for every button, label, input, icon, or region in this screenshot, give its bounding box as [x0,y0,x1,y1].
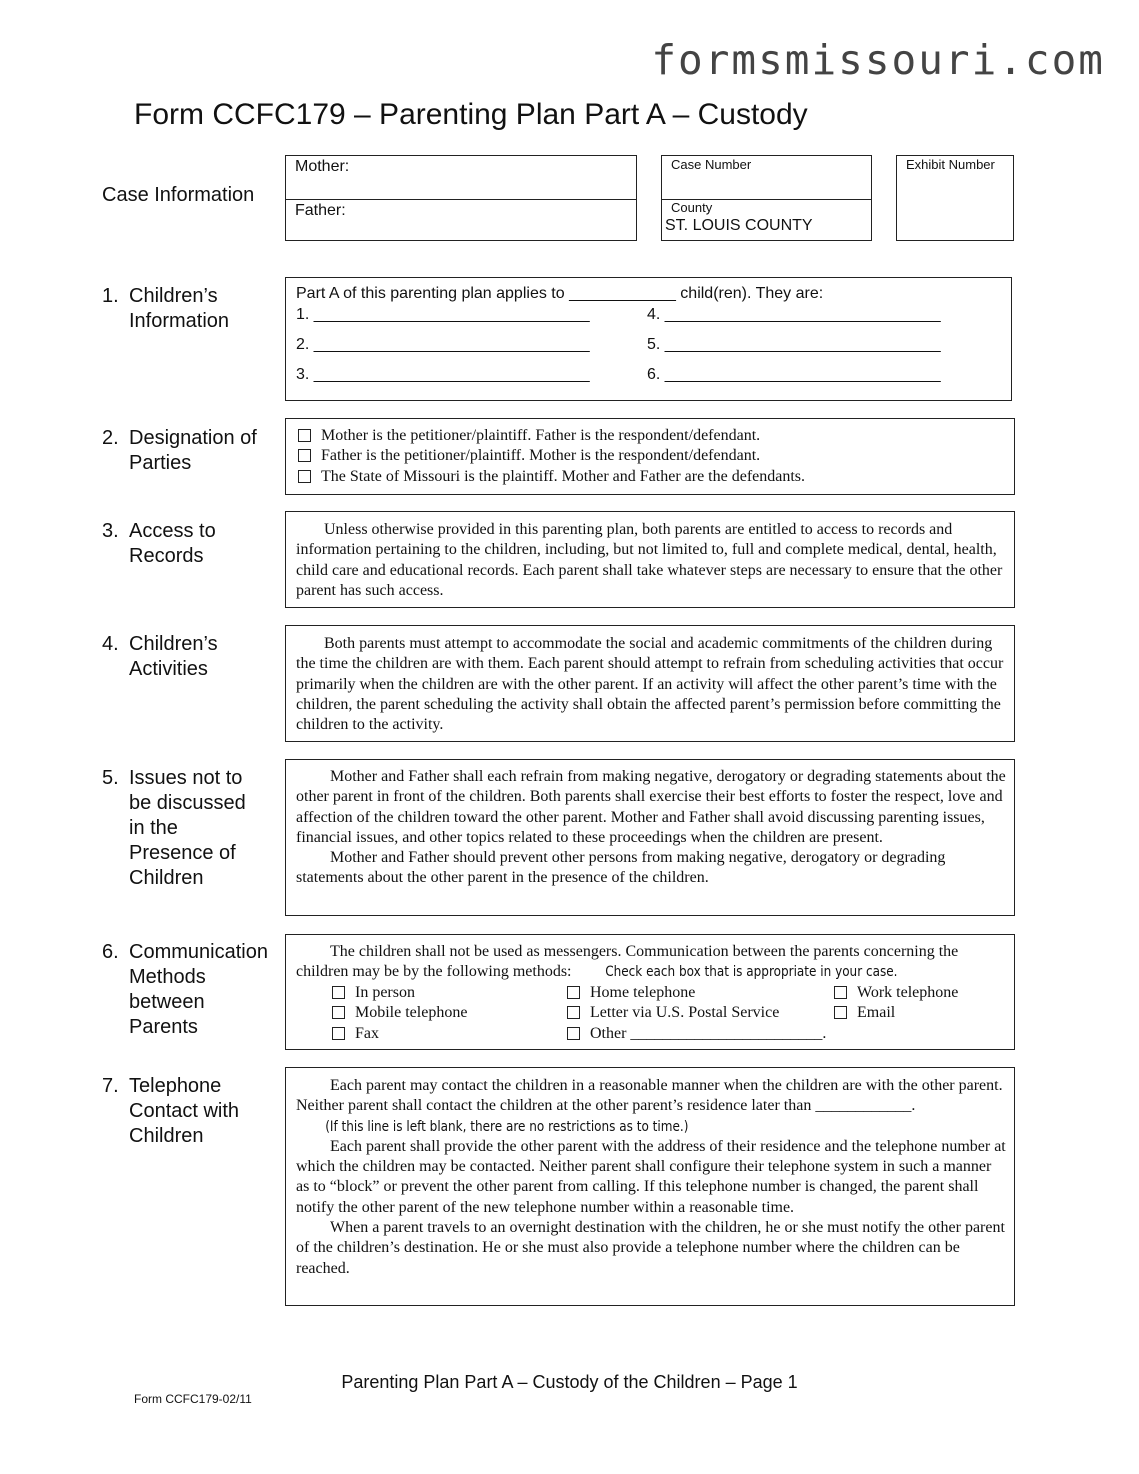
communication-note: Check each box that is appropriate in your case. [604,964,897,981]
section-1-label: 1. Children’s Information [102,285,230,332]
form-code: Form CCFC179-02/11 [134,1392,252,1406]
checkbox[interactable] [834,1006,847,1019]
communication-intro: The children shall not be used as messengers. Communication between the parents concerning the children may be by the following methods: Check each box that is appropriate in your case. [296,942,1008,983]
checkbox[interactable] [332,986,345,999]
child-line-1[interactable]: 1. _______________________________ [296,306,590,323]
method-home-telephone[interactable]: Home telephone [567,983,826,1003]
checkbox[interactable] [298,429,311,442]
children-intro: Part A of this parenting plan applies to ____________ child(ren). They are: [296,285,824,302]
method-mobile-telephone[interactable]: Mobile telephone [332,1003,467,1023]
method-letter[interactable]: Letter via U.S. Postal Service [567,1003,826,1023]
checkbox[interactable] [298,470,311,483]
county-field[interactable] [661,199,872,241]
section-6-label: 6. Communication Methods between Parents [102,941,268,1038]
case-number-label: Case Number [671,157,752,172]
party-option-1[interactable]: Mother is the petitioner/plaintiff. Father is the respondent/defendant. [298,426,1014,446]
watermark: formsmissouri.com [651,36,1105,84]
section-3-label: 3. Access to Records [102,520,216,567]
child-line-4[interactable]: 4. _______________________________ [647,306,941,323]
section-4-box [285,625,1015,742]
county-label: County [671,200,713,215]
method-email[interactable]: Email [834,1003,958,1023]
child-line-2[interactable]: 2. _______________________________ [296,336,590,353]
section-6-box [285,934,1015,1050]
page-footer: Parenting Plan Part A – Custody of the Children – Page 1 [341,1372,798,1392]
records-text: Unless otherwise provided in this parenting plan, both parents are entitled to access to records and information pertaining to the children, including, but not limited to, full and complete medical, dental, health, child care and educational records. Each parent shall take whatever steps are necessary to ensure that the other parent has such access. [296,521,1003,599]
section-4-label: 4. Children’s Activities [102,633,218,680]
section-7-label: 7. Telephone Contact with Children [102,1075,240,1147]
checkbox[interactable] [332,1027,345,1040]
time-blank[interactable]: ____________. [815,1097,916,1115]
telephone-paragraph-3: When a parent travels to an overnight destination with the children, he or she must notify the other parent of the children’s destination. He or she must also provide a telephone number where the children can be reached. [296,1219,1005,1277]
section-7-box [285,1067,1015,1306]
child-line-6[interactable]: 6. _______________________________ [647,366,941,383]
telephone-paragraph-2: Each parent shall provide the other parent with the address of their residence and the telephone number at which the children may be contacted. Neither parent shall configure their telephone system in such a manner as to “block” or prevent the other parent from calling. If this telephone number is changed, the parent shall notify the other parent of the new telephone number within a reasonable time. [296,1137,1006,1216]
telephone-paragraph-1: Each parent may contact the children in a reasonable manner when the children are with the other parent. Neither parent shall contact the children at the other parent’s residence later than ____________. (If this line is left blank, there are no restrictions as to time.) [296,1076,1006,1137]
exhibit-number-field[interactable] [896,155,1014,241]
section-5-box [285,759,1015,916]
party-option-2[interactable]: Father is the petitioner/plaintiff. Mother is the respondent/defendant. [298,446,1014,466]
case-number-field[interactable] [661,155,872,200]
page-title: Form CCFC179 – Parenting Plan Part A – Custody [134,98,808,131]
child-line-3[interactable]: 3. _______________________________ [296,366,590,383]
county-value: ST. LOUIS COUNTY [665,217,813,234]
issues-paragraph-2: Mother and Father should prevent other persons from making negative, derogatory or degrading statements about the other parent in the presence of the children. [296,849,946,887]
section-1-box [285,277,1012,401]
activities-text: Both parents must attempt to accommodate the social and academic commitments of the children during the time the children are with them. Each parent should attempt to refrain from scheduling activities that occur primarily when the children are with the other parent. If an activity will affect the other parent’s time with the children, the parent scheduling the activity shall obtain the affected parent’s permission before committing the children to the activity. [296,635,1004,734]
section-5-label: 5. Issues not to be discussed in the Presence of Children [102,767,246,889]
checkbox[interactable] [567,1027,580,1040]
exhibit-number-label: Exhibit Number [906,157,995,172]
child-line-5[interactable]: 5. _______________________________ [647,336,941,353]
party-option-3[interactable]: The State of Missouri is the plaintiff. Mother and Father are the defendants. [298,467,1014,487]
method-fax[interactable]: Fax [332,1024,467,1044]
method-in-person[interactable]: In person [332,983,467,1003]
father-label: Father: [295,202,346,219]
mother-field[interactable] [285,155,637,200]
method-work-telephone[interactable]: Work telephone [834,983,958,1003]
checkbox[interactable] [298,449,311,462]
section-2-label: 2. Designation of Parties [102,427,257,474]
father-field[interactable] [285,199,637,241]
checkbox[interactable] [332,1006,345,1019]
time-note: (If this line is left blank, there are no restrictions as to time.) [325,1118,689,1135]
method-other[interactable]: Other ________________________. [567,1024,826,1044]
checkbox[interactable] [567,986,580,999]
section-2-box [285,418,1015,495]
mother-label: Mother: [295,158,350,175]
section-3-box [285,511,1015,608]
checkbox[interactable] [834,986,847,999]
issues-paragraph-1: Mother and Father shall each refrain from making negative, derogatory or degrading statements about the other parent in front of the children. Both parents shall exercise their best efforts to foster the respect, love and affection of the children toward the other parent. Mother and Father shall avoid discussing parenting issues, financial issues, and other topics related to these proceedings when the children are present. [296,768,1006,846]
case-information-label: Case Information [102,184,255,206]
checkbox[interactable] [567,1006,580,1019]
